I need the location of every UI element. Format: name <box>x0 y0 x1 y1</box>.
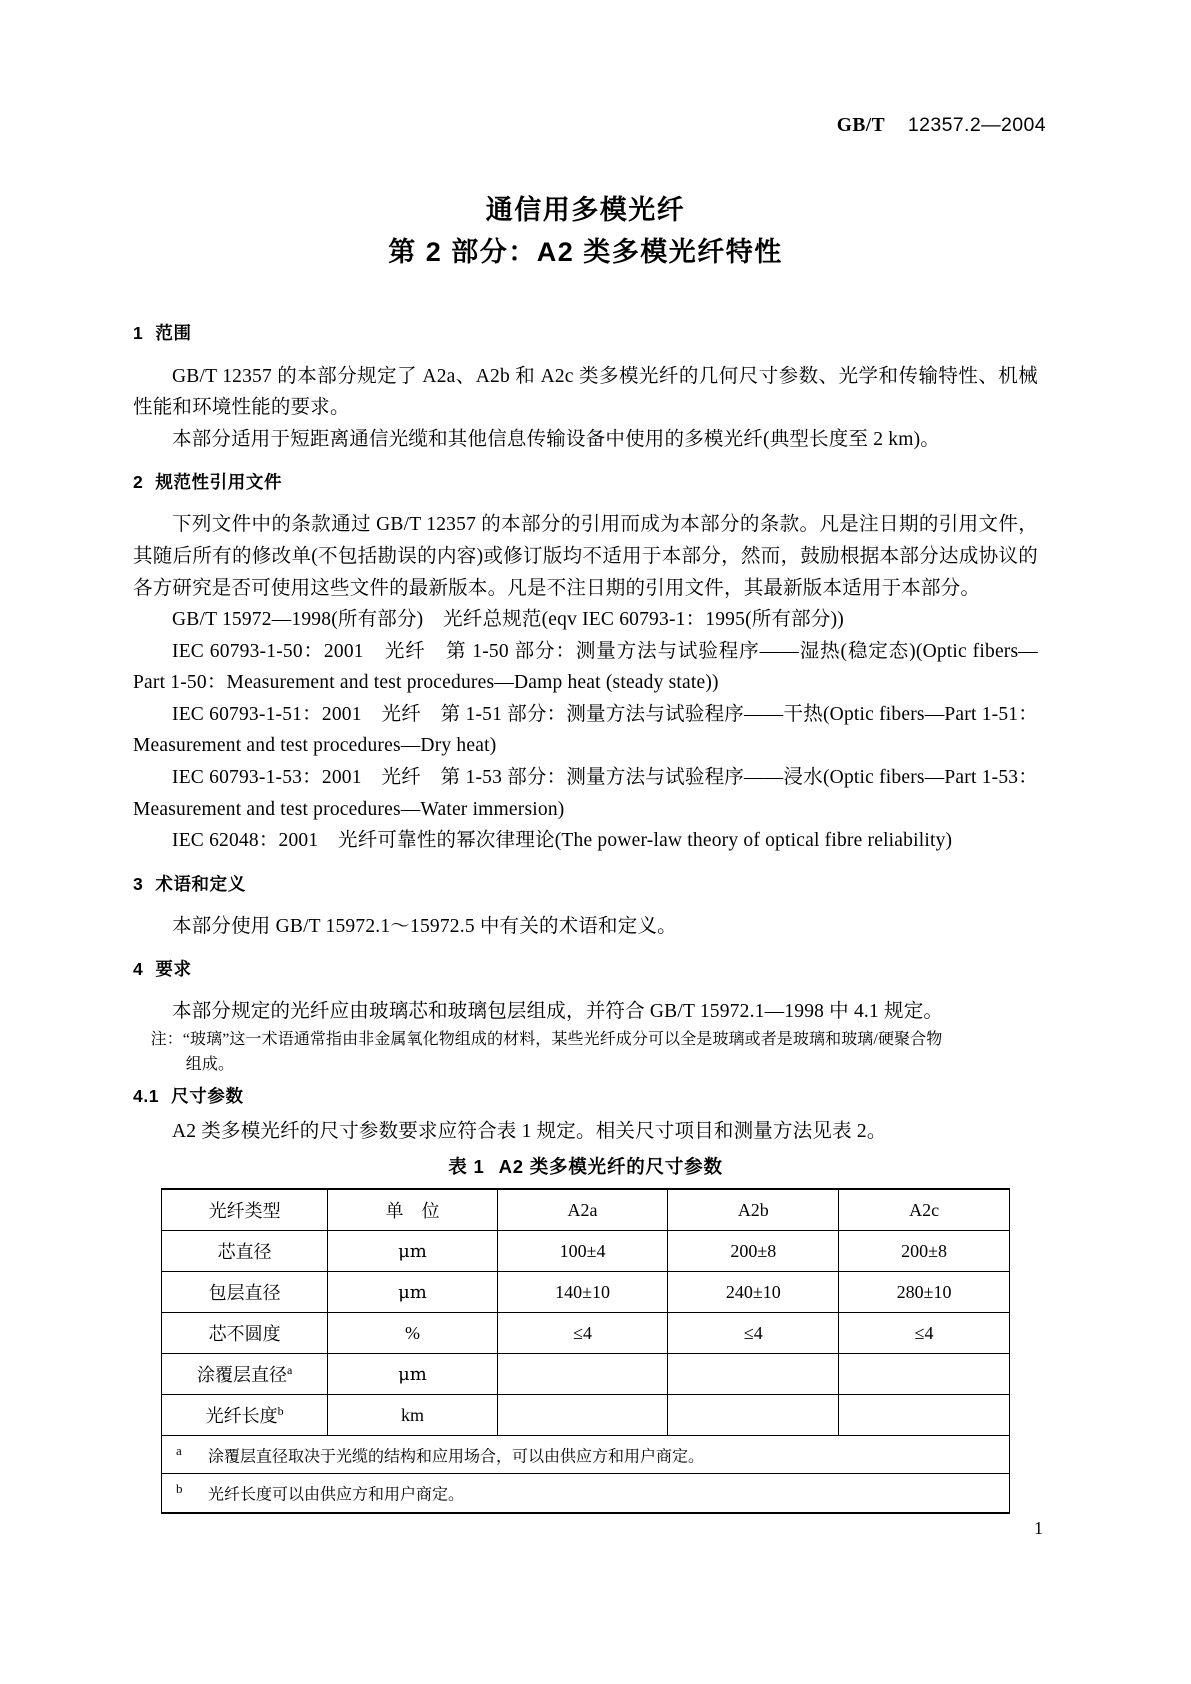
row-label-text: 光纤长度 <box>205 1406 278 1427</box>
row-label: 包层直径 <box>162 1272 328 1313</box>
table-row <box>162 1272 1010 1313</box>
section-heading-4-1 <box>133 1083 1038 1108</box>
row-value-a2c: 200±8 <box>839 1231 1010 1272</box>
note-continuation: 组成。 <box>185 1055 235 1073</box>
note-text: “玻璃”这一术语通常指由非金属氧化物组成的材料，某些光纤成分可以全是玻璃或者是玻璃和玻璃/硬聚合物 <box>182 1030 943 1048</box>
table-row <box>162 1313 1010 1354</box>
row-unit: μm <box>328 1231 497 1272</box>
table-row <box>162 1231 1010 1272</box>
section-1-paragraph-1: GB/T 12357 的本部分规定了 A2a、A2b 和 A2c 类多模光纤的几何尺寸参数、光学和传输特性、机械性能和环境性能的要求。 <box>133 365 1038 419</box>
row-label: 芯不圆度 <box>162 1313 328 1354</box>
section-title-4-1: 尺寸参数 <box>171 1085 244 1106</box>
row-value-a2a <box>497 1395 668 1436</box>
table-footnote-row <box>162 1436 1010 1474</box>
reference-item-5: IEC 62048：2001 光纤可靠性的幂次律理论(The power-law theory of optical fibre reliability) <box>172 830 953 852</box>
section-4-paragraph-1: 本部分规定的光纤应由玻璃芯和玻璃包层组成，并符合 GB/T 15972.1—1998 中 4.1 规定。 <box>172 1001 944 1023</box>
title-line-2: 第 2 部分：A2 类多模光纤特性 <box>388 236 783 267</box>
page-title <box>133 190 1038 274</box>
reference-item-4: IEC 60793-1-53：2001 光纤 第 1-53 部分：测量方法与试验程序——浸水(Optic fibers—Part 1-53：Measurement and test procedures—Water immersion) <box>133 767 1038 820</box>
note-label: 注： <box>150 1030 183 1048</box>
table-row <box>162 1354 1010 1395</box>
header-standard-number: 12357.2—2004 <box>907 114 1046 136</box>
section-heading-3 <box>133 871 1038 896</box>
row-label-footnote-mark: b <box>277 1404 284 1419</box>
table-header-row <box>162 1189 1010 1231</box>
reference-item-3: IEC 60793-1-51：2001 光纤 第 1-51 部分：测量方法与试验程序——干热(Optic fibers—Part 1-51：Measurement and test procedures—Dry heat) <box>133 703 1038 757</box>
row-value-a2c: 280±10 <box>839 1272 1010 1313</box>
section-2-paragraph-1: 下列文件中的条款通过 GB/T 12357 的本部分的引用而成为本部分的条款。凡是注日期的引用文件，其随后所有的修改单(不包括勘误的内容)或修订版均不适用于本部分，然而，鼓励根据本部分达成协议的各方研究是否可使用这些文件的最新版本。凡是不注日期的引用文件，其最新版本适用于本部分。 <box>133 514 1038 599</box>
row-value-a2b <box>668 1354 839 1395</box>
section-4-1-paragraph-1: A2 类多模光纤的尺寸参数要求应符合表 1 规定。相关尺寸项目和测量方法见表 2。 <box>172 1120 887 1142</box>
table-footnote <box>162 1474 1010 1513</box>
reference-item-2: IEC 60793-1-50：2001 光纤 第 1-50 部分：测量方法与试验程序——湿热(稳定态)(Optic fibers—Part 1-50：Measurement and test procedures—Damp heat (steady state)) <box>133 640 1038 694</box>
row-value-a2a <box>497 1354 668 1395</box>
section-number-4: 4 <box>133 959 144 980</box>
row-value-a2a: 140±10 <box>497 1272 668 1313</box>
table-1-caption-title: A2 类多模光纤的尺寸参数 <box>498 1156 723 1178</box>
row-value-a2b: 200±8 <box>668 1231 839 1272</box>
reference-item-1: GB/T 15972—1998(所有部分) 光纤总规范(eqv IEC 60793-1：1995(所有部分)) <box>172 609 844 631</box>
section-4-note <box>133 1028 1038 1078</box>
section-heading-2 <box>133 469 1038 494</box>
row-value-a2c <box>839 1354 1010 1395</box>
footnote-text: 涂覆层直径取决于光缆的结构和应用场合，可以由供应方和用户商定。 <box>208 1448 705 1466</box>
footnote-mark: a <box>176 1443 182 1459</box>
section-heading-1 <box>133 320 1038 345</box>
table-dimension-parameters <box>161 1188 1010 1514</box>
row-value-a2a: ≤4 <box>497 1313 668 1354</box>
row-unit: μm <box>328 1272 497 1313</box>
table-col-header-a2b: A2b <box>668 1189 839 1231</box>
row-unit: % <box>328 1313 497 1354</box>
section-number-4-1: 4.1 <box>133 1085 160 1106</box>
section-number-1: 1 <box>133 322 144 343</box>
section-number-3: 3 <box>133 873 144 894</box>
section-1-paragraph-2: 本部分适用于短距离通信光缆和其他信息传输设备中使用的多模光纤(典型长度至 2 km)。 <box>172 428 941 450</box>
section-title-2: 规范性引用文件 <box>155 472 283 493</box>
section-heading-4 <box>133 956 1038 981</box>
section-number-2: 2 <box>133 472 144 493</box>
section-title-4: 要求 <box>155 959 192 980</box>
row-label-text: 涂覆层直径 <box>196 1365 287 1386</box>
row-label-footnote-mark: a <box>286 1363 293 1378</box>
table-row <box>162 1395 1010 1436</box>
row-unit: μm <box>328 1354 497 1395</box>
running-header <box>837 114 1046 137</box>
section-title-3: 术语和定义 <box>155 873 246 894</box>
row-value-a2b: ≤4 <box>668 1313 839 1354</box>
header-standard-prefix: GB/T <box>836 115 885 136</box>
table-footnote-row <box>162 1474 1010 1513</box>
page-number: 1 <box>1034 1518 1043 1538</box>
row-value-a2b <box>668 1395 839 1436</box>
footnote-mark: b <box>176 1481 183 1497</box>
table-col-header-type: 光纤类型 <box>162 1189 328 1231</box>
document-body <box>133 190 1038 1514</box>
row-value-a2c: ≤4 <box>839 1313 1010 1354</box>
section-title-1: 范围 <box>155 322 192 343</box>
title-line-1: 通信用多模光纤 <box>485 195 686 225</box>
row-label <box>162 1395 328 1436</box>
row-value-a2c <box>839 1395 1010 1436</box>
table-1-caption-label: 表 1 <box>448 1156 485 1178</box>
table-col-header-unit: 单 位 <box>328 1189 497 1231</box>
table-footnote <box>162 1436 1010 1474</box>
row-label <box>162 1354 328 1395</box>
row-value-a2a: 100±4 <box>497 1231 668 1272</box>
table-1-caption <box>133 1153 1038 1179</box>
section-3-paragraph-1: 本部分使用 GB/T 15972.1～15972.5 中有关的术语和定义。 <box>172 915 677 937</box>
table-col-header-a2a: A2a <box>497 1189 668 1231</box>
footnote-text: 光纤长度可以由供应方和用户商定。 <box>208 1486 465 1504</box>
table-col-header-a2c: A2c <box>839 1189 1010 1231</box>
row-label: 芯直径 <box>162 1231 328 1272</box>
row-value-a2b: 240±10 <box>668 1272 839 1313</box>
row-unit: km <box>328 1395 497 1436</box>
